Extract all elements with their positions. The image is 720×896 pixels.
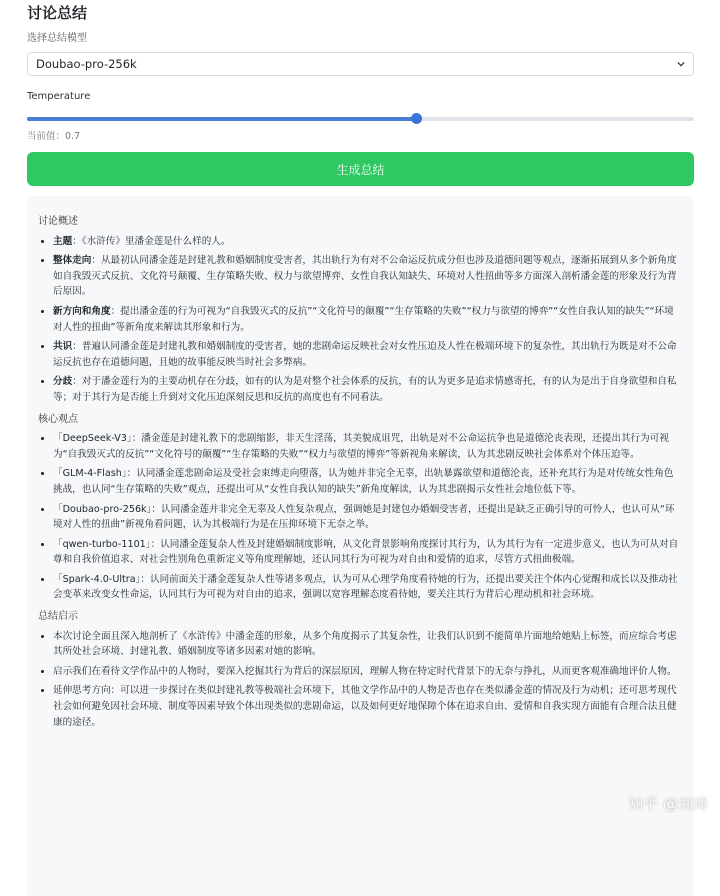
core-item-text: ：认同潘金莲复杂人性及封建婚姻制度影响，从文化背景影响角度探讨其行为，认为其行为有一定进步意义，也认为可从对自尊和自我价值追求、对社会性别角色重新定义等角度理解她，还认同其行为可视为对自由和爱情的追求，尽管方式扭曲极端。: [53, 538, 679, 566]
slider-thumb[interactable]: [411, 113, 422, 124]
core-item-text: ：潘金莲是封建礼教下的悲剧缩影，非天生淫荡，其美貌成诅咒，出轨是对不公命运抗争也是道德沦丧表现，还提出其行为可视为“自我毁灭式的反抗”“文化符号的颠覆”“生存策略的失败”“权力与欲望的博弈”等新视角来解读，认为其悲剧反映社会体系对个体压迫等。: [53, 433, 669, 460]
model-select[interactable]: [27, 52, 694, 76]
temperature-label: Temperature: [27, 91, 91, 102]
overview-heading: 讨论概述: [38, 216, 78, 227]
overview-item-key: 整体走向: [53, 255, 92, 267]
conclusion-heading: 总结启示: [38, 611, 78, 623]
core-item-model: 「Doubao-pro-256k」: [53, 503, 152, 515]
core-item: [53, 431, 683, 462]
overview-item-key: 分歧: [53, 376, 73, 388]
model-select-value: Doubao-pro-256k: [36, 57, 137, 71]
conclusion-item-text: 延伸思考方向：可以进一步探讨在类似封建礼教等极端社会环境下，其他文学作品中的人物是否也存在类似潘金莲的情况及行为动机；还可思考现代社会如何避免因社会环境、制度等因素导致个体出现类似的悲剧命运，以及如何更好地保障个体在追求自由、爱情和自我实现方面能有合理合法且健康的途径。: [53, 685, 677, 728]
core-list: [38, 431, 683, 603]
core-item: [53, 502, 683, 533]
overview-item: [53, 339, 683, 370]
core-item-model: 「qwen-turbo-1101」: [53, 538, 151, 550]
core-item: [53, 537, 683, 568]
generate-summary-button[interactable]: 生成总结: [27, 152, 694, 186]
overview-item-text: ：提出潘金莲的行为可视为“自我毁灭式的反抗”“文化符号的颠覆”“生存策略的失败”“权力与欲望的博弈”“女性自我认知的缺失”“环境对人性的扭曲”等新角度来解读其形象和行为。: [53, 305, 674, 333]
core-item-model: 「GLM-4-Flash」: [53, 468, 127, 480]
overview-item-key: 新方向和角度: [53, 305, 111, 317]
overview-item-text: ：对于潘金莲行为的主要动机存在分歧，如有的认为是对整个社会体系的反抗，有的认为更多是追求情感寄托，有的认为是出于自身欲望和自私等；对于其行为是否能上升到对文化压迫深刻反思和反抗的高度也有不同看法。: [53, 376, 677, 403]
conclusion-item: [53, 629, 683, 660]
conclusion-item: [53, 683, 683, 730]
model-select-label: 选择总结模型: [27, 33, 87, 44]
core-item: [53, 466, 683, 497]
overview-list: [38, 234, 683, 406]
core-item-model: 「Spark-4.0-Ultra」: [53, 573, 141, 585]
chevron-down-icon: [677, 60, 685, 68]
core-heading: 核心观点: [38, 413, 78, 425]
temperature-current-value: 当前值：0.7: [27, 131, 81, 142]
overview-item-key: 主题: [53, 235, 73, 247]
core-item: [53, 572, 683, 603]
core-item-text: ：认同前面关于潘金莲复杂人性等诸多观点，认为可从心理学角度看待她的行为，还提出要关注个体内心觉醒和成长以及推动社会变革来改变女性命运，认同其行为可视为对自由的追求，强调以宽容理解态度看待她，要关注其行为背后心理动机和社会环境。: [53, 573, 678, 601]
conclusion-item-text: 启示我们在看待文学作品中的人物时，要深入挖掘其行为背后的深层原因，理解人物在特定时代背景下的无奈与挣扎，从而更客观准确地评价人物。: [53, 665, 677, 677]
conclusion-item-text: 本次讨论全面且深入地剖析了《水浒传》中潘金莲的形象，从多个角度揭示了其复杂性，让我们认识到不能简单片面地给她贴上标签，而应综合考虑其所处社会环境、封建礼教、婚姻制度等诸多因素对她的影响。: [53, 630, 677, 658]
overview-item: [53, 253, 683, 300]
overview-item-text: ：《水浒传》里潘金莲是什么样的人。: [72, 235, 231, 247]
core-item-text: ：认同潘金莲悲剧命运及受社会束缚走向堕落，认为她并非完全无辜，出轨暴露欲望和道德沦丧，还补充其行为是对传统女性角色挑战，也认同“生存策略的失败”观点，还提出可从“女性自我认知的缺失”新角度解读，认为其悲剧揭示女性社会地位低下等。: [53, 468, 674, 495]
core-item-model: 「DeepSeek-V3」: [53, 433, 132, 445]
overview-item-text: ：从最初认同潘金莲是封建礼教和婚姻制度受害者，其出轨行为有对不公命运反抗成分但也涉及道德问题等观点，逐渐拓展到从多个新角度如自我毁灭式反抗、文化符号颠覆、生存策略失败、权力与欲望博弈、女性自我认知缺失、环境对人性扭曲等多方面深入剖析潘金莲的形象及行为背后原因。: [53, 255, 677, 298]
conclusion-item: [53, 664, 683, 680]
overview-item-text: ：普遍认同潘金莲是封建礼教和婚姻制度的受害者，她的悲剧命运反映社会对女性压迫及人性在极端环境下的复杂性，其出轨行为既是对不公命运反抗也存在道德问题，且她的故事能反映当时社会多弊病。: [53, 341, 677, 368]
page-title: 讨论总结: [27, 4, 88, 22]
temperature-slider[interactable]: [27, 108, 694, 130]
overview-item: [53, 234, 683, 250]
summary-panel: [27, 196, 694, 896]
overview-item: [53, 374, 683, 405]
watermark: 知乎 @刘琦: [628, 795, 708, 813]
core-item-text: ：认同潘金莲并非完全无辜及人性复杂观点，强调她是封建包办婚姻受害者，还提出是缺乏正确引导的可怜人，也认可从“环境对人性的扭曲”新视角看问题，认为其极端行为是在压抑环境下无奈之举。: [53, 503, 675, 531]
overview-item: [53, 304, 683, 335]
conclusion-list: [38, 629, 683, 731]
slider-fill: [27, 117, 416, 121]
overview-item-key: 共识: [53, 341, 73, 353]
